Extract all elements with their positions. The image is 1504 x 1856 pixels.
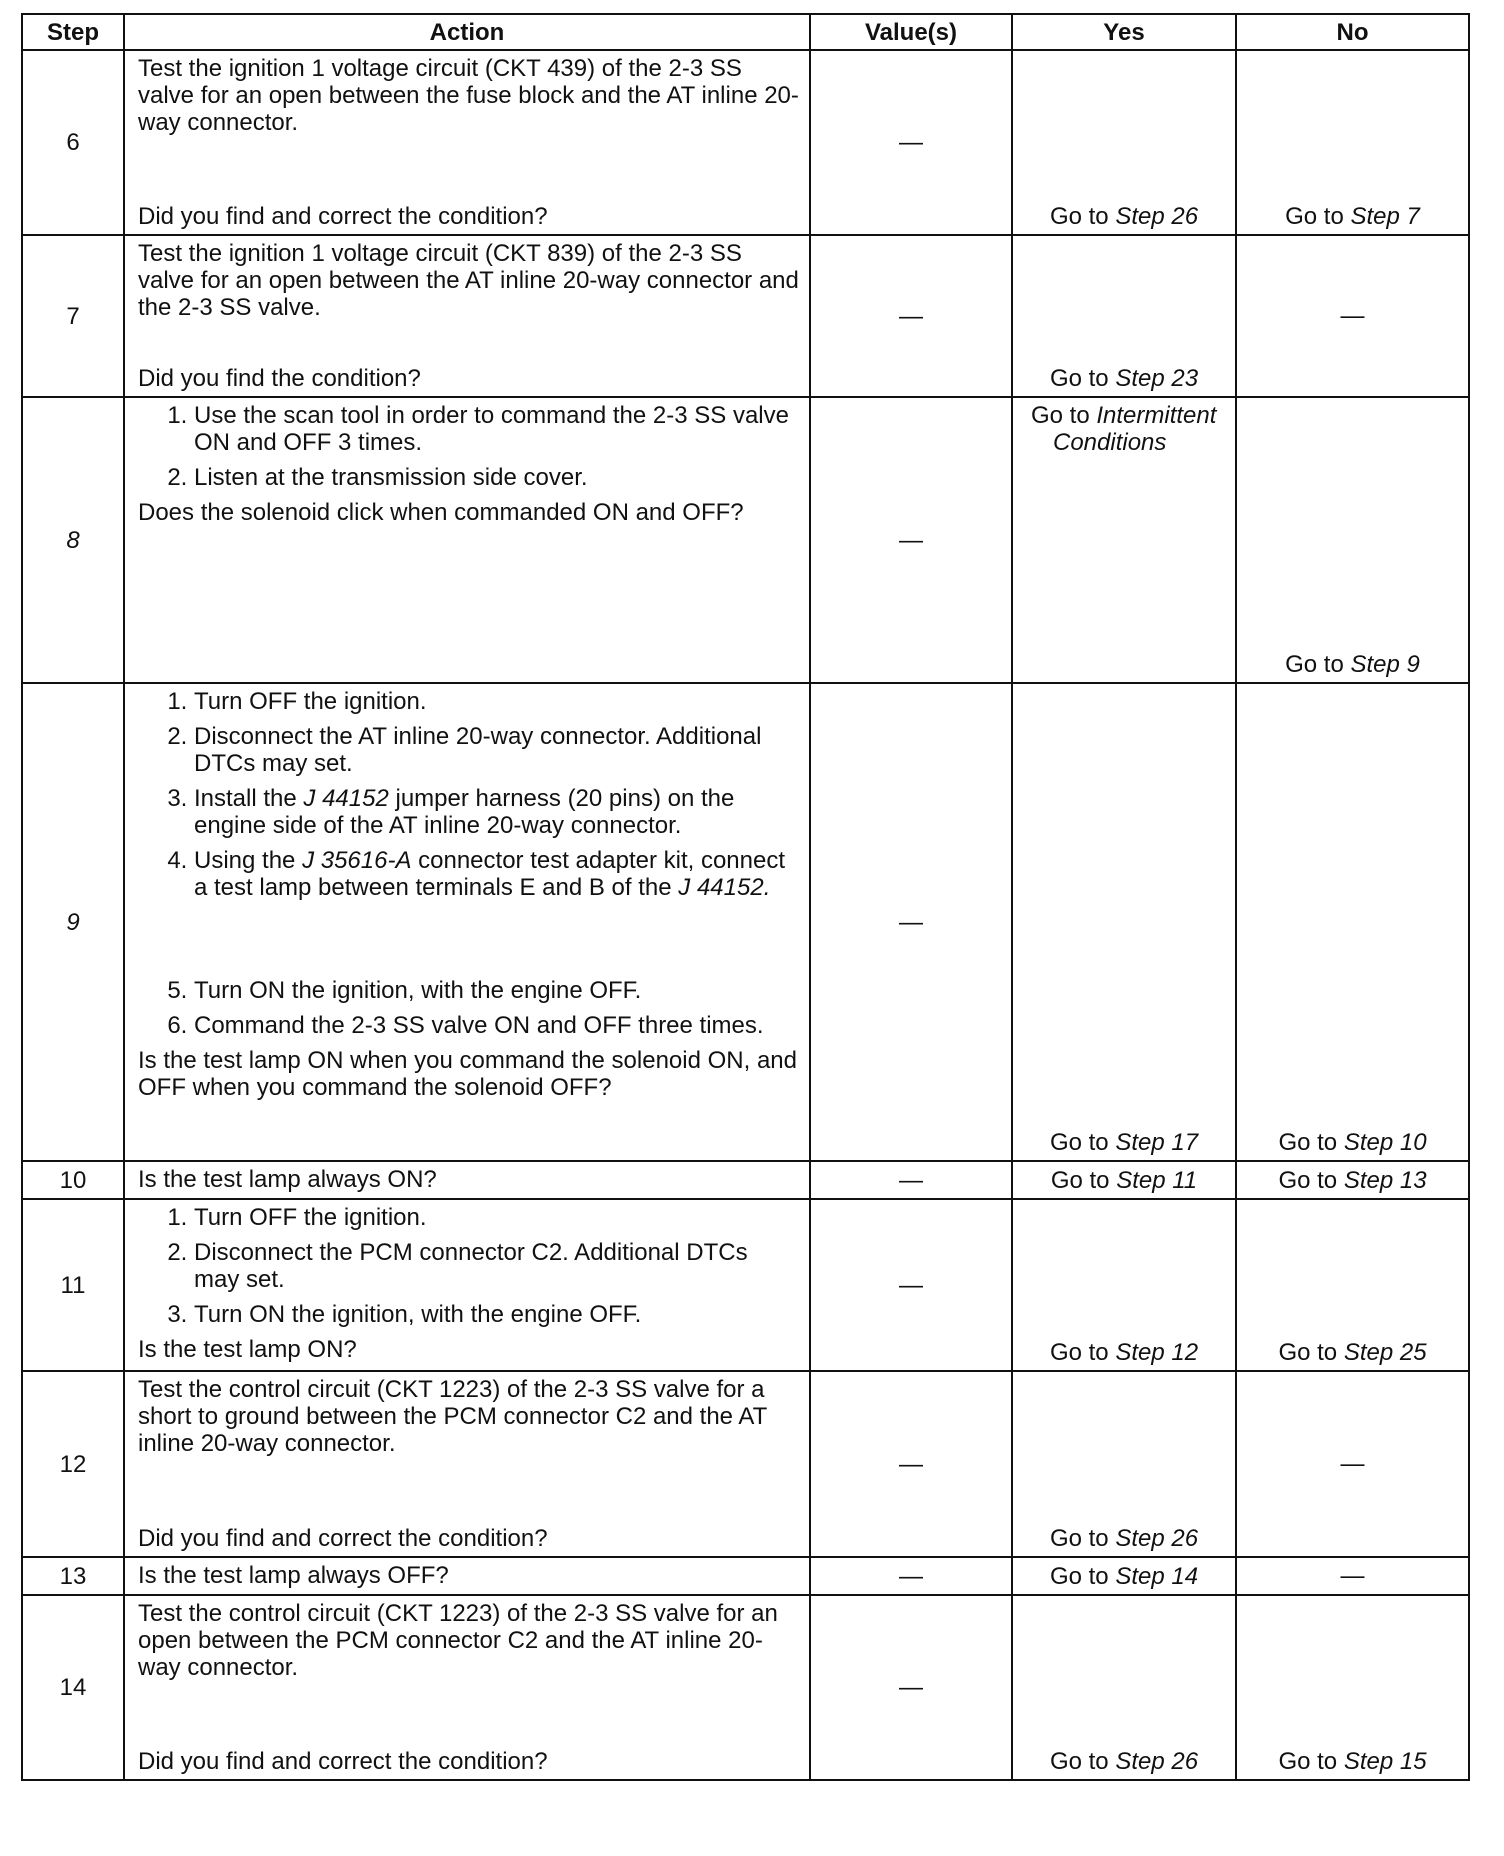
diagnostic-table [21,13,1470,1781]
list-item: 1. Use the scan tool in order to command the 2-3 SS valve ON and OFF 3 times. [194,402,799,456]
value-cell: — [810,1371,1012,1557]
action-cell [124,683,810,1161]
step-number: 14 [22,1595,124,1780]
list-item: 2. Listen at the transmission side cover. [194,464,799,491]
no-dash: — [1340,1562,1365,1590]
yes-cell [1012,1199,1236,1371]
step-number: 12 [22,1371,124,1557]
step-number: 10 [22,1161,124,1199]
action-steps [138,1204,799,1328]
action-cell [124,1557,810,1595]
list-item: 5. Turn ON the ignition, with the engine OFF. [194,977,799,1004]
no-goto: Go to Step 25 [1278,1339,1427,1366]
list-item: 3. Install the J 44152 jumper harness (20 pins) on the engine side of the AT inline 20-way connector. [194,785,799,839]
action-cell [124,235,810,397]
table-row [22,1199,1469,1371]
step-number: 8 [22,397,124,683]
header-row [22,14,1469,50]
table-row [22,1371,1469,1557]
action-cell [124,397,810,683]
no-goto: Go to Step 15 [1278,1748,1427,1775]
no-cell [1236,1161,1469,1199]
action-question: Did you find and correct the condition? [138,203,548,230]
yes-cell [1012,397,1236,683]
table-row [22,50,1469,235]
yes-cell [1012,1371,1236,1557]
value-cell: — [810,683,1012,1161]
no-goto: Go to Step 13 [1278,1167,1427,1194]
no-cell [1236,1557,1469,1595]
action-question: Did you find and correct the condition? [138,1748,548,1775]
no-cell [1236,1199,1469,1371]
no-cell [1236,683,1469,1161]
action-cell [124,1199,810,1371]
value-cell: — [810,1595,1012,1780]
value-cell: — [810,1199,1012,1371]
yes-goto: Go to Step 11 [1050,1167,1198,1194]
table-row [22,235,1469,397]
action-text: Test the ignition 1 voltage circuit (CKT 439) of the 2-3 SS valve for an open between the fuse block and the AT inline 20-way connector. [138,55,799,136]
yes-goto: Go to Step 14 [1049,1563,1199,1590]
no-goto: Go to Step 10 [1278,1129,1427,1156]
list-item: 2. Disconnect the PCM connector C2. Additional DTCs may set. [194,1239,799,1293]
action-question: Does the solenoid click when commanded ON and OFF? [138,499,744,526]
table-row [22,683,1469,1161]
no-dash: — [1340,1450,1365,1478]
table-row [22,1595,1469,1780]
step-number: 11 [22,1199,124,1371]
value-cell: — [810,1557,1012,1595]
header-yes: Yes [1012,14,1236,50]
header-action: Action [124,14,810,50]
yes-goto: Go to Step 26 [1049,203,1199,230]
list-item: 2. Disconnect the AT inline 20-way connector. Additional DTCs may set. [194,723,799,777]
table-row [22,1557,1469,1595]
step-number: 7 [22,235,124,397]
no-cell [1236,1371,1469,1557]
action-cell [124,50,810,235]
action-cell [124,1371,810,1557]
value-cell: — [810,1161,1012,1199]
yes-goto: Go to Step 23 [1049,365,1199,392]
value-cell: — [810,397,1012,683]
yes-cell [1012,50,1236,235]
action-steps [138,688,799,1039]
value-cell: — [810,235,1012,397]
action-cell [124,1595,810,1780]
no-cell [1236,50,1469,235]
action-text: Test the control circuit (CKT 1223) of the 2-3 SS valve for a short to ground between the PCM connector C2 and the AT inline 20-way connector. [138,1376,767,1457]
action-question: Did you find the condition? [138,365,421,392]
no-dash: — [1340,302,1365,330]
list-item: 1. Turn OFF the ignition. [194,688,799,715]
no-cell [1236,235,1469,397]
step-number: 13 [22,1557,124,1595]
value-cell: — [810,50,1012,235]
no-cell [1236,397,1469,683]
yes-cell [1012,235,1236,397]
no-goto: Go to Step 9 [1285,651,1420,678]
yes-cell [1012,683,1236,1161]
no-goto: Go to Step 7 [1285,203,1420,230]
yes-goto: Go to Step 26 [1049,1525,1199,1552]
list-item: 6. Command the 2-3 SS valve ON and OFF three times. [194,1012,799,1039]
table-row [22,1161,1469,1199]
yes-cell [1012,1595,1236,1780]
header-step: Step [22,14,124,50]
action-text: Test the ignition 1 voltage circuit (CKT 839) of the 2-3 SS valve for an open between the AT inline 20-way connector and the 2-3 SS valve. [138,240,799,321]
yes-goto: Go to Step 17 [1049,1129,1199,1156]
action-steps [138,402,799,491]
action-cell [124,1161,810,1199]
list-item: 4. Using the J 35616-A connector test adapter kit, connect a test lamp between terminals E and B of the J 44152. [194,847,799,901]
action-question: Is the test lamp ON when you command the solenoid ON, and OFF when you command the solenoid OFF? [138,1047,798,1101]
action-question: Is the test lamp always OFF? [138,1562,449,1589]
table-row [22,397,1469,683]
header-no: No [1236,14,1469,50]
action-question: Did you find and correct the condition? [138,1525,548,1552]
yes-goto: Go to Step 26 [1049,1748,1199,1775]
action-question: Is the test lamp ON? [138,1336,357,1363]
header-values: Value(s) [810,14,1012,50]
yes-goto: Go to Intermittent Conditions [1031,402,1217,456]
yes-goto: Go to Step 12 [1049,1339,1199,1366]
list-item: 1. Turn OFF the ignition. [194,1204,799,1231]
action-question: Is the test lamp always ON? [138,1166,437,1193]
list-item: 3. Turn ON the ignition, with the engine OFF. [194,1301,799,1328]
no-cell [1236,1595,1469,1780]
yes-cell [1012,1557,1236,1595]
step-number: 6 [22,50,124,235]
yes-cell [1012,1161,1236,1199]
action-text: Test the control circuit (CKT 1223) of the 2-3 SS valve for an open between the PCM connector C2 and the AT inline 20-way connector. [138,1600,778,1681]
step-number: 9 [22,683,124,1161]
